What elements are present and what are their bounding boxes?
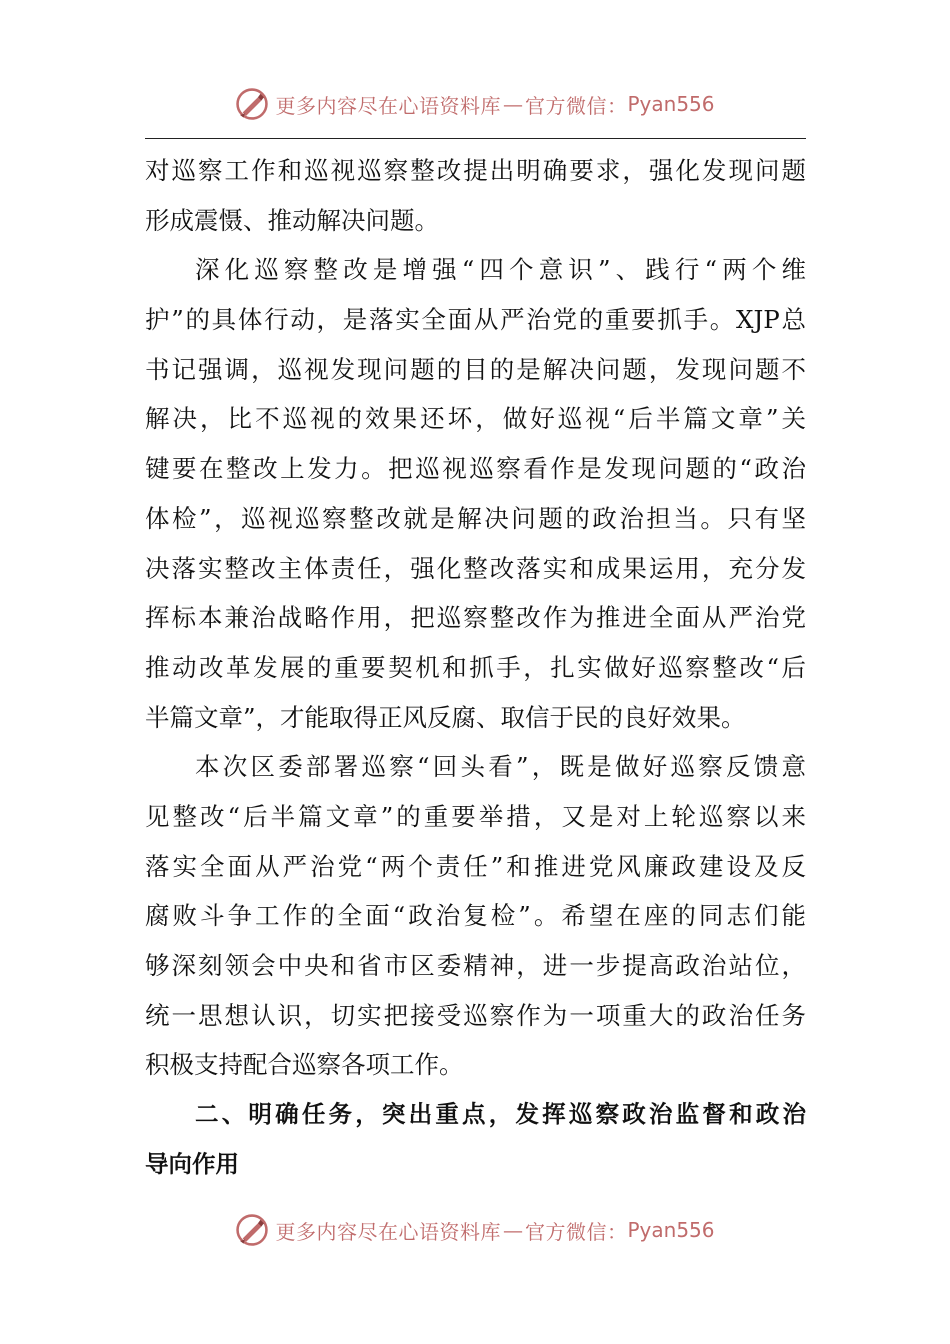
paragraph-line: 形成震慑、推动解决问题。	[145, 205, 439, 235]
paragraph-line: 护”的具体行动，是落实全面从严治党的重要抓手。XJP总	[145, 305, 806, 335]
paragraph-line: 推动改革发展的重要契机和抓手，扎实做好巡察整改“后	[145, 652, 806, 682]
section-heading-line: 导向作用	[145, 1149, 239, 1178]
pen-circle-logo-icon	[235, 1213, 269, 1247]
footer-brand-separator: —	[502, 1218, 523, 1242]
header-contact-label: 官方微信：	[524, 93, 628, 118]
footer-brand	[0, 1210, 950, 1250]
footer-contact-id: Pyan556	[627, 1218, 715, 1242]
paragraph-line: 腐败斗争工作的全面“政治复检”。希望在座的同志们能	[145, 901, 806, 931]
paragraph-line: 见整改“后半篇文章”的重要举措，又是对上轮巡察以来	[145, 801, 806, 831]
paragraph-line: 键要在整改上发力。把巡视巡察看作是发现问题的“政治	[145, 454, 806, 484]
header-brand-text: 更多内容尽在心语资料库	[275, 93, 501, 118]
header-contact-id: Pyan556	[627, 92, 715, 116]
header-divider	[145, 138, 806, 139]
paragraph-line: 统一思想认识，切实把接受巡察作为一项重大的政治任务	[145, 1000, 806, 1030]
document-body	[145, 146, 806, 1189]
header-brand-separator: —	[502, 92, 523, 116]
paragraph-line: 书记强调，巡视发现问题的目的是解决问题，发现问题不	[145, 354, 806, 384]
section-heading-line: 二、明确任务，突出重点，发挥巡察政治监督和政治	[195, 1100, 806, 1129]
paragraph-line: 落实全面从严治党“两个责任”和推进党风廉政建设及反	[145, 851, 806, 881]
footer-brand-text: 更多内容尽在心语资料库	[275, 1219, 501, 1244]
paragraph-line: 本次区委部署巡察“回头看”，既是做好巡察反馈意	[195, 752, 806, 782]
paragraph-line: 积极支持配合巡察各项工作。	[145, 1050, 464, 1080]
paragraph-line: 深化巡察整改是增强“四个意识”、践行“两个维	[195, 255, 806, 285]
paragraph-line: 够深刻领会中央和省市区委精神，进一步提高政治站位，	[145, 951, 806, 980]
paragraph-line: 决落实整改主体责任，强化整改落实和成果运用，充分发	[145, 553, 806, 583]
paragraph-line: 体检”，巡视巡察整改就是解决问题的政治担当。只有坚	[145, 503, 806, 533]
paragraph-line: 对巡察工作和巡视巡察整改提出明确要求，强化发现问题	[145, 156, 806, 185]
paragraph-line: 解决，比不巡视的效果还坏，做好巡视“后半篇文章”关	[145, 404, 806, 434]
header-brand	[0, 84, 950, 124]
footer-contact-label: 官方微信：	[524, 1219, 628, 1244]
pen-circle-logo-icon	[235, 87, 269, 121]
paragraph-line: 挥标本兼治战略作用，把巡察整改作为推进全面从严治党	[145, 603, 806, 633]
paragraph-line: 半篇文章”，才能取得正风反腐、取信于民的良好效果。	[145, 702, 746, 732]
